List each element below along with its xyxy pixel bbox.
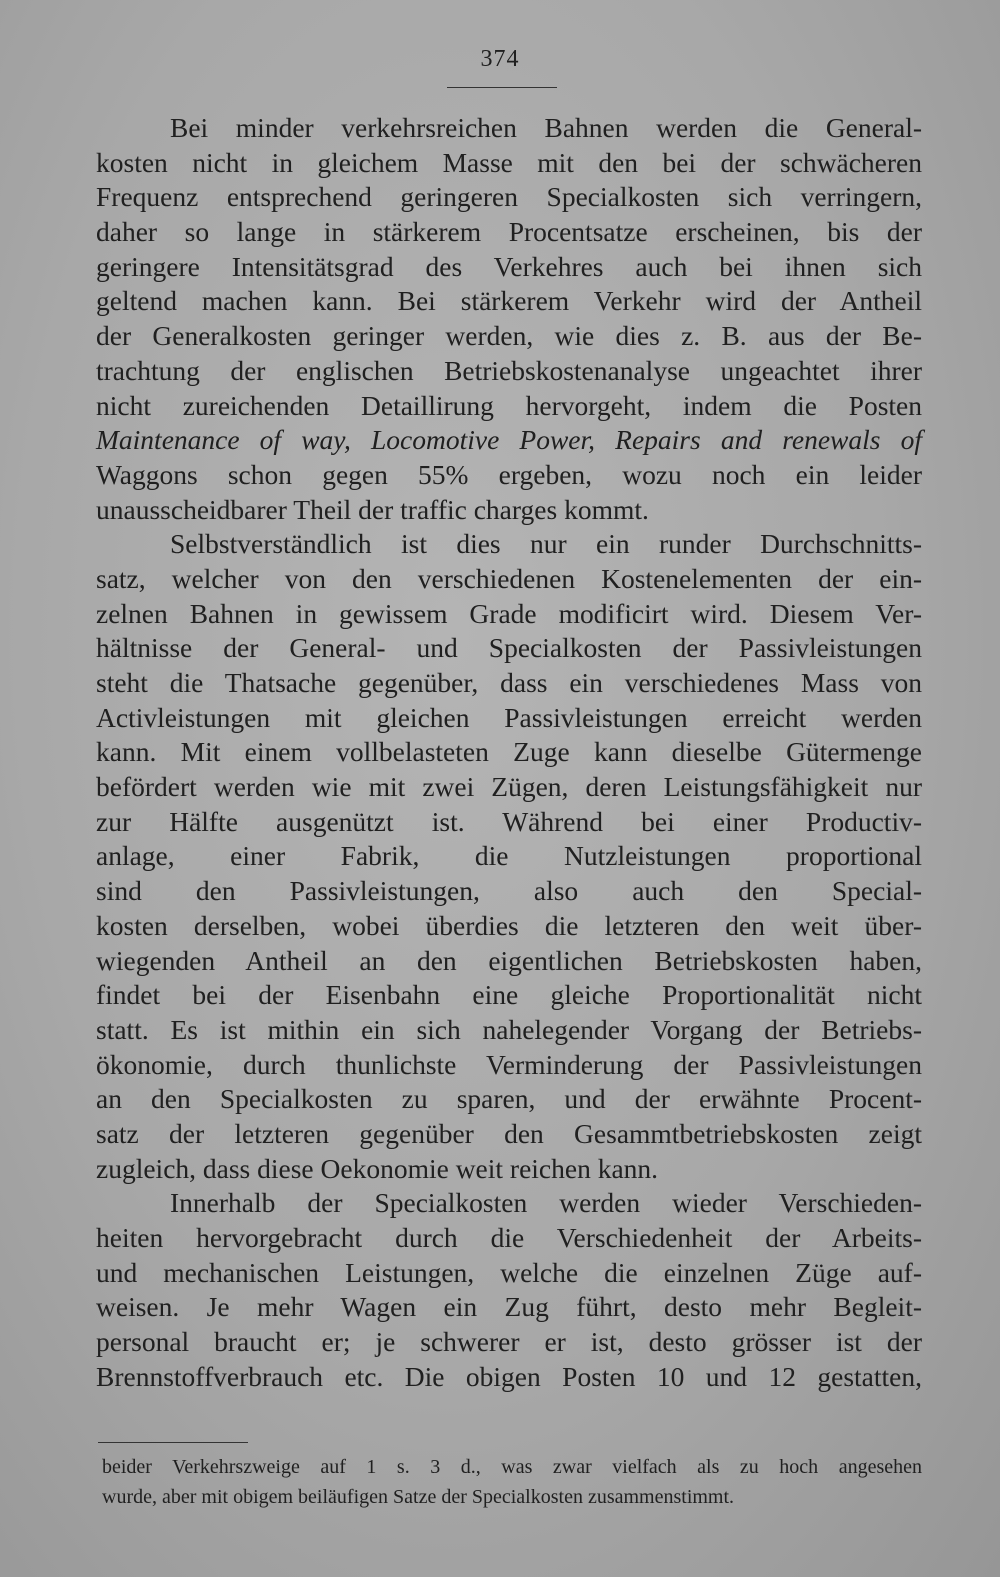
footnote-rule bbox=[98, 1442, 248, 1443]
text-line: befördert werden wie mit zwei Zügen, deren Leistungsfähigkeit nur bbox=[96, 771, 922, 803]
text-line: ökonomie, durch thunlichste Verminderung der Passivleistungen bbox=[96, 1048, 922, 1080]
text-line: Selbstverständlich ist dies nur ein runder Durchschnitts- bbox=[170, 528, 922, 560]
text-line: heiten hervorgebracht durch die Verschiedenheit der Arbeits- bbox=[96, 1222, 922, 1253]
text-line: der Generalkosten geringer werden, wie dies z. B. aus der Be- bbox=[96, 320, 922, 352]
text-line: zelnen Bahnen in gewissem Grade modificirt wird. Diesem Ver- bbox=[96, 597, 922, 629]
footnote-line: beider Verkehrszweige auf 1 s. 3 d., was zwar vielfach als zu hoch angesehen bbox=[102, 1456, 922, 1478]
text-line: findet bei der Eisenbahn eine gleiche Proportionalität nicht bbox=[96, 979, 922, 1011]
header-rule bbox=[447, 87, 557, 88]
text-line: personal braucht er; je schwerer er ist, desto grösser ist der bbox=[96, 1326, 922, 1358]
text-line: geltend machen kann. Bei stärkerem Verkehr wird der Antheil bbox=[96, 285, 922, 317]
text-line: Innerhalb der Specialkosten werden wieder Verschieden- bbox=[170, 1187, 922, 1219]
text-line: und mechanischen Leistungen, welche die einzelnen Züge auf- bbox=[96, 1256, 922, 1288]
text-line: zugleich, dass diese Oekonomie weit reichen kann. bbox=[96, 1152, 659, 1184]
text-line: hältnisse der General- und Specialkosten der Passivleistungen bbox=[96, 632, 922, 664]
text-line: kann. Mit einem vollbelasteten Zuge kann dieselbe Gütermenge bbox=[96, 736, 922, 768]
text-line: statt. Es ist mithin ein sich nahelegender Vorgang der Betriebs- bbox=[96, 1013, 922, 1045]
text-line: trachtung der englischen Betriebskostenanalyse ungeachtet ihrer bbox=[96, 354, 922, 386]
text-line: anlage, einer Fabrik, die Nutzleistungen proportional bbox=[96, 840, 922, 872]
text-line: an den Specialkosten zu sparen, und der erwähnte Procent- bbox=[96, 1083, 922, 1115]
text-line: geringere Intensitätsgrad des Verkehres auch bei ihnen sich bbox=[96, 250, 922, 282]
text-line: Bei minder verkehrsreichen Bahnen werden die General- bbox=[170, 112, 922, 143]
text-line: Activleistungen mit gleichen Passivleistungen erreicht werden bbox=[96, 701, 922, 733]
text-line: daher so lange in stärkerem Procentsatze erscheinen, bis der bbox=[96, 216, 922, 248]
text-line: unausscheidbarer Theil der traffic charges kommt. bbox=[96, 493, 649, 525]
text-line: nicht zureichenden Detaillirung hervorgeht, indem die Posten bbox=[96, 389, 922, 421]
text-line: Frequenz entsprechend geringeren Specialkosten sich verringern, bbox=[96, 181, 922, 213]
text-line: satz, welcher von den verschiedenen Kostenelementen der ein- bbox=[96, 562, 922, 594]
body-text bbox=[96, 111, 922, 1394]
footnotes bbox=[102, 1452, 922, 1512]
text-line: kosten derselben, wobei überdies die letzteren den weit über- bbox=[96, 909, 922, 941]
text-line: steht die Thatsache gegenüber, dass ein verschiedenes Mass von bbox=[96, 667, 922, 698]
page-number: 374 bbox=[480, 46, 520, 72]
text-line: Waggons schon gegen 55% ergeben, wozu noch ein leider bbox=[96, 458, 922, 490]
footnote-line: wurde, aber mit obigem beiläufigen Satze der Specialkosten zusammenstimmt. bbox=[102, 1486, 735, 1508]
text-line: sind den Passivleistungen, also auch den Special- bbox=[96, 875, 922, 907]
text-line: Brennstoffverbrauch etc. Die obigen Posten 10 und 12 gestatten, bbox=[96, 1360, 922, 1392]
text-line: wiegenden Antheil an den eigentlichen Betriebskosten haben, bbox=[96, 944, 922, 976]
text-line: weisen. Je mehr Wagen ein Zug führt, desto mehr Begleit- bbox=[96, 1291, 922, 1323]
text-line: satz der letzteren gegenüber den Gesammtbetriebskosten zeigt bbox=[96, 1117, 922, 1149]
text-line: kosten nicht in gleichem Masse mit den bei der schwächeren bbox=[96, 146, 922, 178]
italic-text: Maintenance of way, Locomotive Power, Repairs and renewals of bbox=[96, 424, 922, 456]
text-line bbox=[96, 423, 922, 458]
text-line: zur Hälfte ausgenützt ist. Während bei einer Productiv- bbox=[96, 805, 922, 837]
